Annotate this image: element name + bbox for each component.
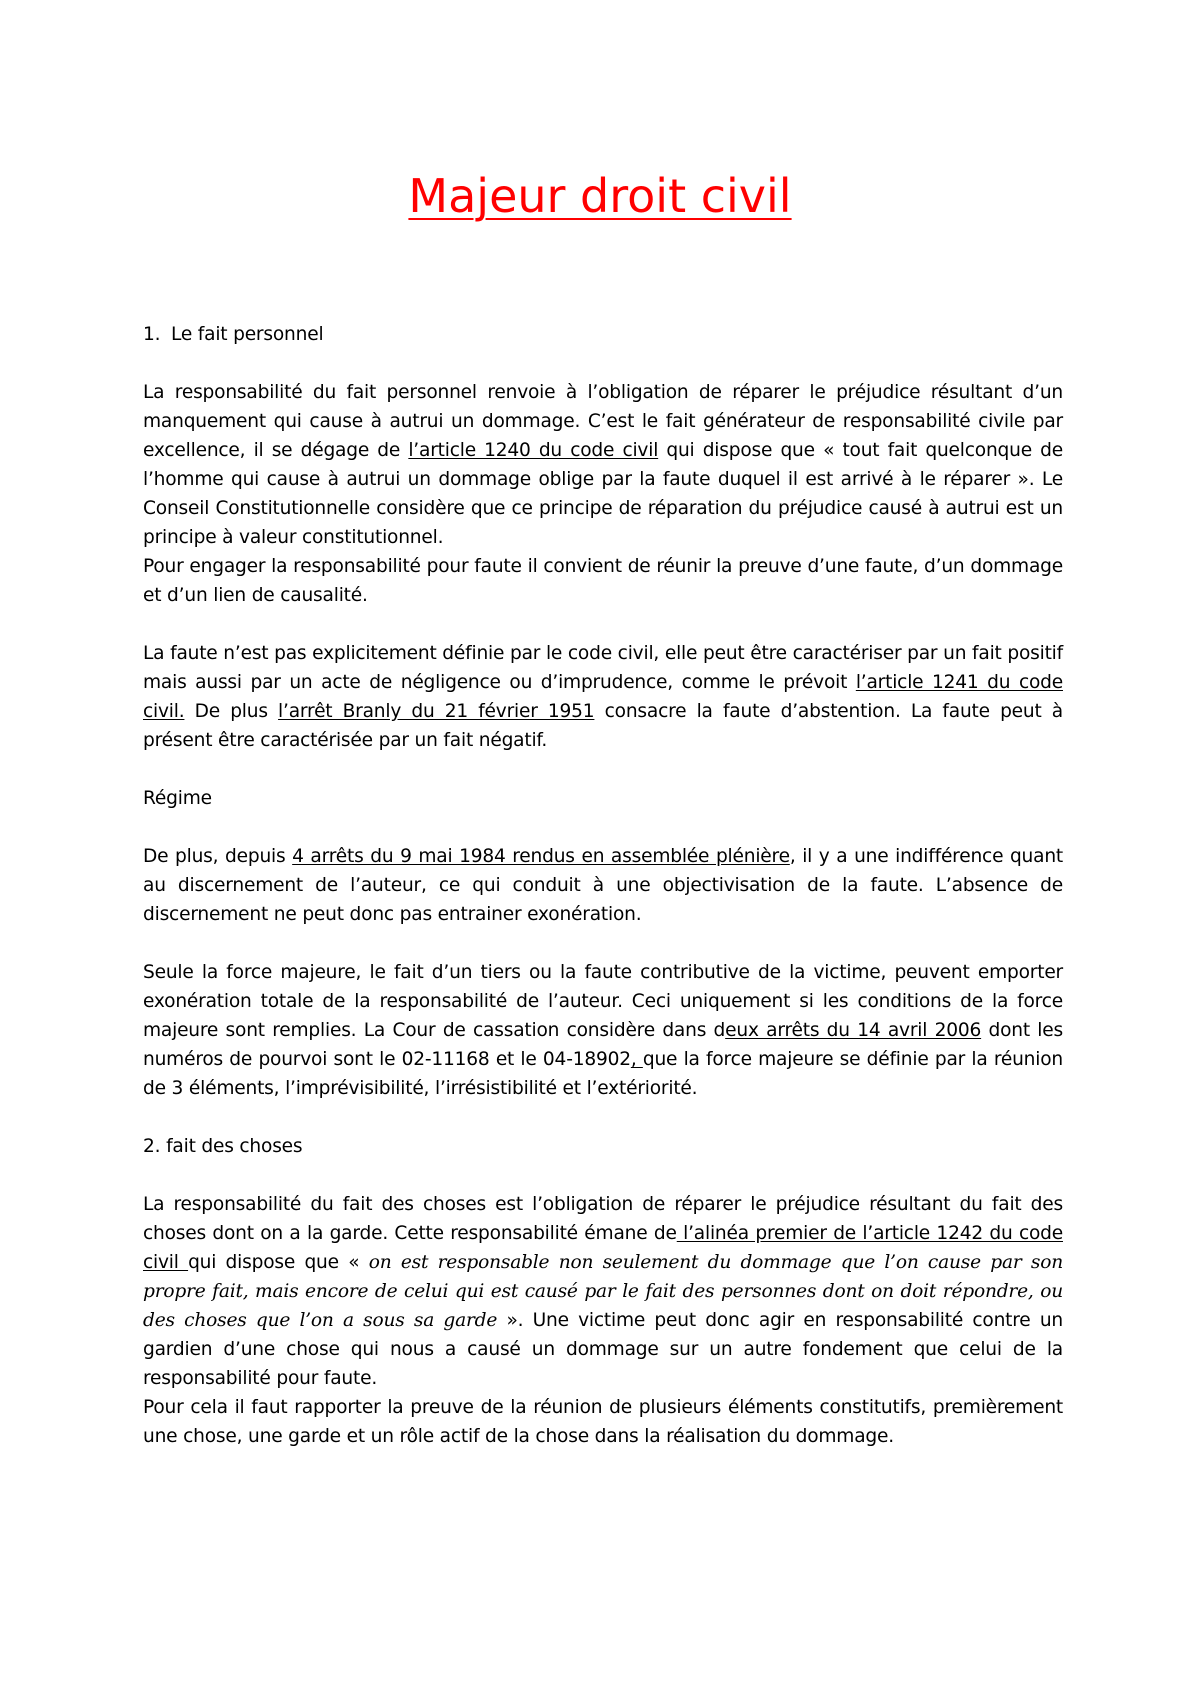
paragraph-text: La responsabilité du fait des choses est l’obligation de réparer le préjudice résultant du fait des choses dont on a la garde. Cette responsabilité émane de xyxy=(143,1194,1063,1244)
section-1-paragraph-1 xyxy=(143,378,1063,552)
paragraph-text: qui dispose que « xyxy=(188,1252,369,1273)
paragraph-text: dont les numéros de pourvoi sont le 02-11168 et le 04-18902 xyxy=(143,1020,1063,1070)
legal-reference-arret-branly: l’arrêt Branly du 21 février 1951 xyxy=(278,701,595,722)
section-1-paragraph-4 xyxy=(143,842,1063,929)
paragraph-text: De plus, depuis xyxy=(143,846,293,867)
section-1-heading-text: Le fait personnel xyxy=(171,324,324,345)
section-1-paragraph-5 xyxy=(143,958,1063,1103)
section-1-paragraph-3 xyxy=(143,639,1063,755)
paragraph-text: ». Une victime peut donc agir en responsabilité contre un gardien d’une chose qui nous a causé un dommage sur un autre fondement que celui de la responsabilité pour faute. xyxy=(143,1310,1063,1389)
section-2-paragraph-2: Pour cela il faut rapporter la preuve de la réunion de plusieurs éléments constitutifs, premièrement une chose, une garde et un rôle actif de la chose dans la réalisation du dommage. xyxy=(143,1397,1063,1447)
section-2-heading xyxy=(143,1132,1063,1161)
section-2-heading-text: fait des choses xyxy=(166,1136,303,1157)
paragraph-text: De plus xyxy=(184,701,279,722)
underlined-comma: , xyxy=(630,1049,643,1070)
section-1-paragraph-2: Pour engager la responsabilité pour faute il convient de réunir la preuve d’une faute, d’un dommage et d’un lien de causalité. xyxy=(143,556,1063,606)
paragraph-text: qui dispose que « tout fait quelconque de l’homme qui cause à autrui un dommage oblige par la faute duquel il est arrivé à le réparer ». Le Conseil Constitutionnelle considère que ce principe de réparation du préjudice causé à autrui est un principe à valeur constitutionnel. xyxy=(143,440,1064,548)
paragraph-text: , il y a une indifférence quant au discernement de l’auteur, ce qui conduit à une objectivisation de la faute. L’absence de discernement ne peut donc pas entrainer exonération. xyxy=(143,846,1064,925)
legal-reference-article-1241: l’article 1241 du code civil. xyxy=(143,672,1063,722)
document-body xyxy=(143,320,1063,1451)
paragraph-text: La responsabilité du fait personnel renvoie à l’obligation de réparer le préjudice résultant d’un manquement qui cause à autrui un dommage. C’est le fait générateur de responsabilité civile par excellence, il se dégage de xyxy=(143,382,1063,461)
subheading-regime: Régime xyxy=(143,788,212,809)
section-1-heading xyxy=(143,320,1063,349)
paragraph-text: que la force majeure se définie par la réunion de 3 éléments, l’imprévisibilité, l’irrésistibilité et l’extériorité. xyxy=(143,1049,1063,1099)
legal-reference-article-1240: l’article 1240 du code civil xyxy=(408,440,659,461)
document-title: Majeur droit civil xyxy=(408,169,792,223)
paragraph-text: Seule la force majeure, le fait d’un tiers ou la faute contributive de la victime, peuvent emporter exonération totale de la responsabilité de l’auteur. Ceci uniquement si les conditions de la force majeure sont remplies. La Cour de cassation considère dans d xyxy=(143,962,1063,1041)
paragraph-text: consacre la faute d’abstention. La faute peut à présent être caractérisée par un fait négatif. xyxy=(143,701,1063,751)
section-2-paragraph-1 xyxy=(143,1190,1063,1393)
section-2-number: 2. xyxy=(143,1136,161,1157)
legal-reference-article-1242: l’alinéa premier de l’article 1242 du code civil xyxy=(143,1223,1063,1273)
legal-reference-arrets-2006: eux arrêts du 14 avril 2006 xyxy=(725,1020,982,1041)
quoted-article-text: on est responsable non seulement du dommage que l’on cause par son propre fait, mais encore de celui qui est causé par le fait des personnes dont on doit répondre, ou des choses que l’on a sous sa garde xyxy=(143,1252,1063,1331)
legal-reference-arrets-1984: 4 arrêts du 9 mai 1984 rendus en assemblée plénière xyxy=(292,846,790,867)
section-1-number: 1. xyxy=(143,324,161,345)
paragraph-text: La faute n’est pas explicitement définie par le code civil, elle peut être caractériser par un fait positif mais aussi par un acte de négligence ou d’imprudence, comme le prévoit xyxy=(143,643,1063,693)
